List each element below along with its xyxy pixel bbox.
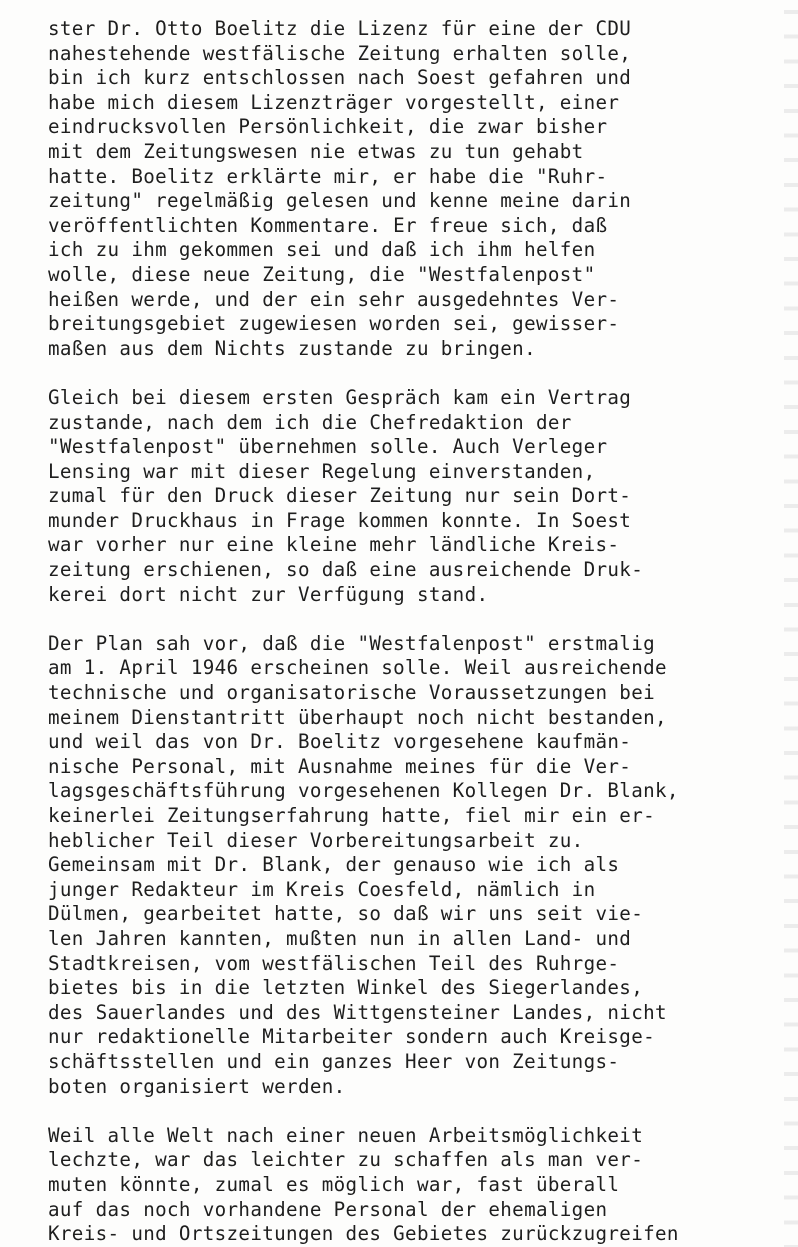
text-line: junger Redakteur im Kreis Coesfeld, nämlich in [48, 877, 596, 901]
text-line: maßen aus dem Nichts zustande zu bringen. [48, 336, 536, 360]
text-line: ster Dr. Otto Boelitz die Lizenz für eine der CDU [48, 17, 632, 40]
text-line: veröffentlichten Kommentare. Er freue sich, daß [48, 213, 608, 237]
text-line: Dülmen, gearbeitet hatte, so daß wir uns seit vie- [48, 902, 644, 926]
text-line: meinem Dienstantritt überhaupt noch nicht bestanden, [48, 705, 667, 729]
text-line: keinerlei Zeitungserfahrung hatte, fiel mir ein er- [48, 804, 655, 827]
text-line: zeitung erschienen, so daß eine ausreichende Druk- [48, 558, 644, 582]
text-line: Gleich bei diesem ersten Gespräch kam ein Vertrag [48, 385, 632, 409]
text-line: ich zu ihm gekommen sei und daß ich ihm helfen [48, 238, 596, 262]
text-line: habe mich diesem Lizenzträger vorgestellt, einer [48, 90, 620, 114]
document-body [48, 17, 798, 1247]
text-line: zeitung" regelmäßig gelesen und kenne meine darin [48, 189, 632, 213]
text-line: Stadtkreisen, vom westfälischen Teil des Ruhrge- [48, 951, 620, 975]
text-line: hatte. Boelitz erklärte mir, er habe die "Ruhr- [48, 164, 608, 188]
text-line: bietes bis in die letzten Winkel des Siegerlandes, [48, 976, 644, 1000]
text-line: des Sauerlandes und des Wittgensteiner Landes, nicht [48, 1000, 667, 1024]
text-line: eindrucksvollen Persönlichkeit, die zwar bisher [48, 115, 608, 139]
text-line: lechzte, war das leichter zu schaffen als man ver- [48, 1148, 644, 1172]
text-line: zustande, nach dem ich die Chefredaktion der [48, 410, 572, 434]
text-line: war vorher nur eine kleine mehr ländliche Kreis- [48, 533, 620, 557]
text-line: Kreis- und Ortszeitungen des Gebietes zurückzugreifen [48, 1222, 679, 1246]
text-line: zumal für den Druck dieser Zeitung nur sein Dort- [48, 484, 632, 508]
text-line: "Westfalenpost" übernehmen solle. Auch Verleger [48, 435, 608, 459]
text-line: munder Druckhaus in Frage kommen konnte. In Soest [48, 508, 632, 532]
text-line: nische Personal, mit Ausnahme meines für die Ver- [48, 754, 632, 778]
text-line: Gemeinsam mit Dr. Blank, der genauso wie ich als [48, 853, 620, 877]
text-line: lagsgeschäftsführung vorgesehenen Kollegen Dr. Blank, [48, 779, 679, 803]
text-line: und weil das von Dr. Boelitz vorgesehene kaufmän- [48, 730, 632, 754]
text-line: Weil alle Welt nach einer neuen Arbeitsmöglichkeit [48, 1123, 644, 1147]
text-line: kerei dort nicht zur Verfügung stand. [48, 582, 489, 606]
text-line: technische und organisatorische Voraussetzungen bei [48, 681, 655, 705]
paragraph-4 [48, 1124, 798, 1247]
text-line: len Jahren kannten, mußten nun in allen Land- und [48, 926, 632, 950]
text-line: breitungsgebiet zugewiesen worden sei, gewisser- [48, 312, 620, 336]
paragraph-2 [48, 386, 798, 607]
text-line: nur redaktionelle Mitarbeiter sondern auch Kreisge- [48, 1025, 655, 1049]
text-line: schäftsstellen und ein ganzes Heer von Zeitungs- [48, 1049, 620, 1073]
text-line: wolle, diese neue Zeitung, die "Westfalenpost" [48, 262, 596, 286]
paragraph-1 [48, 17, 798, 361]
text-line: boten organisiert werden. [48, 1074, 346, 1098]
text-line: auf das noch vorhandene Personal der ehemaligen [48, 1197, 608, 1221]
text-line: Der Plan sah vor, daß die "Westfalenpost" erstmalig [48, 631, 655, 655]
text-line: muten könnte, zumal es möglich war, fast überall [48, 1172, 620, 1196]
text-line: mit dem Zeitungswesen nie etwas zu tun gehabt [48, 139, 584, 163]
text-line: Lensing war mit dieser Regelung einverstanden, [48, 459, 596, 483]
text-line: heißen werde, und der ein sehr ausgedehntes Ver- [48, 287, 620, 311]
paragraph-3 [48, 632, 798, 1099]
text-line: nahestehende westfälische Zeitung erhalten solle, [48, 41, 632, 65]
text-line: am 1. April 1946 erscheinen solle. Weil ausreichende [48, 656, 667, 680]
text-line: bin ich kurz entschlossen nach Soest gefahren und [48, 66, 632, 90]
text-line: heblicher Teil dieser Vorbereitungsarbeit zu. [48, 828, 584, 852]
